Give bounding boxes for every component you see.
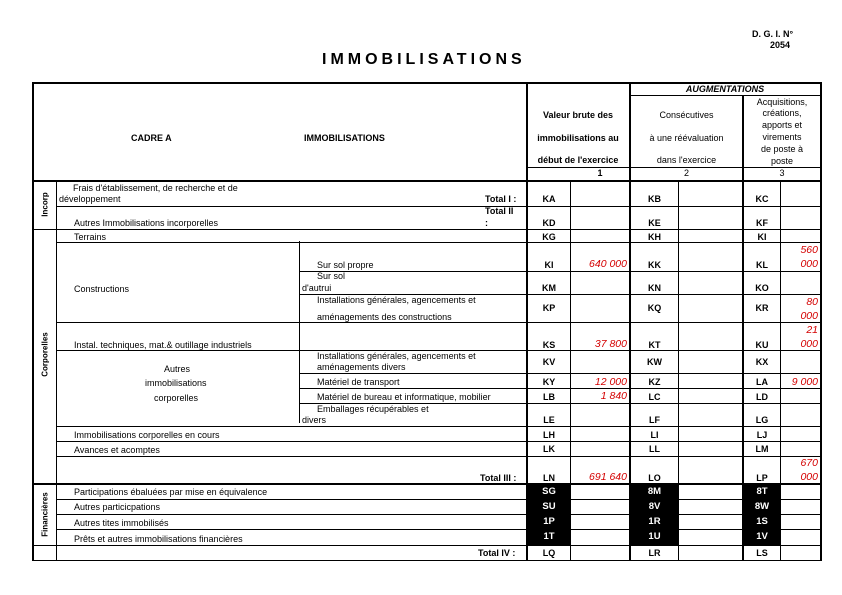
code-cell-filled: 8V [631, 500, 678, 514]
code-cell: KQ [647, 303, 662, 313]
section-financieres: Financières [40, 492, 50, 537]
total-iii-label: Total III : [480, 473, 517, 483]
col-divider [780, 181, 781, 561]
col3-header: de poste à [760, 144, 804, 154]
value-cell: 12 000 [594, 376, 627, 388]
page-title: IMMOBILISATIONS [322, 51, 526, 68]
header-line [630, 95, 821, 96]
row-line [56, 529, 821, 530]
code-cell: KG [542, 232, 556, 242]
code-cell: LG [755, 415, 769, 425]
code-cell: KT [648, 340, 661, 350]
row-label-terrains: Terrains [74, 232, 107, 242]
code-cell: LJ [756, 430, 768, 440]
value-cell: 000 [800, 471, 818, 483]
code-cell: KW [647, 357, 662, 367]
col-divider [570, 181, 571, 561]
row-line [56, 514, 821, 515]
cadre-label: CADRE A [131, 133, 172, 143]
form-number: 2054 [770, 40, 791, 50]
row-label-sol-autrui: d'autrui [302, 283, 332, 293]
row-line [56, 426, 821, 427]
code-cell-filled: 1S [744, 515, 780, 529]
row-label-autres: corporelles [154, 393, 199, 403]
dgi-label: D. G. I. N° [752, 29, 794, 39]
row-label-bureau: Matériel de bureau et informatique, mobilier [317, 392, 491, 402]
col3-header: Acquisitions, [756, 97, 808, 107]
row-line [56, 242, 821, 243]
row-label-prets: Prêts et autres immobilisations financières [74, 534, 243, 544]
code-cell: KR [755, 303, 769, 313]
code-cell: KV [542, 357, 556, 367]
code-cell: KX [755, 357, 769, 367]
code-cell-filled: SG [528, 485, 570, 499]
row-label-emballages: Emballages récupérables et [317, 404, 429, 414]
row-label-transport: Matériel de transport [317, 377, 400, 387]
code-cell: KC [755, 194, 769, 204]
value-cell: 560 [800, 244, 818, 256]
code-cell: LD [756, 392, 768, 402]
row-label-autres-titres: Autres tites immobilisés [74, 518, 169, 528]
row-line [300, 373, 821, 374]
code-cell: LP [756, 473, 768, 483]
code-cell: KF [756, 218, 768, 228]
augmentations-header: AUGMENTATIONS [685, 84, 765, 94]
code-cell: KU [755, 340, 769, 350]
code-cell: LA [756, 377, 768, 387]
col2-header: à une réévaluation [649, 133, 724, 143]
code-cell-filled: 8W [744, 500, 780, 514]
col3-number: 3 [779, 168, 785, 178]
value-cell: 670 [800, 457, 818, 469]
code-cell: KA [542, 194, 556, 204]
row-label-install-gen: Installations générales, agencements et [317, 295, 476, 305]
code-cell: KL [756, 260, 768, 270]
row-line [32, 483, 821, 485]
value-cell: 000 [800, 310, 818, 322]
col2-header: Consécutives [659, 110, 714, 120]
code-cell: KO [755, 283, 769, 293]
code-cell: KB [648, 194, 661, 204]
row-label-avances: Avances et acomptes [74, 445, 160, 455]
section-divider [56, 181, 57, 561]
code-cell: KS [542, 340, 556, 350]
code-cell-filled: 1T [528, 530, 570, 545]
code-cell: KD [542, 218, 556, 228]
total-ii-label: : [485, 218, 488, 228]
row-line [56, 206, 821, 207]
col1-number: 1 [597, 168, 603, 178]
row-label-autres: immobilisations [145, 378, 207, 388]
code-cell: KY [542, 377, 556, 387]
immobilisations-header: IMMOBILISATIONS [304, 133, 385, 143]
row-label-frais: Frais d'établissement, de recherche et de [73, 183, 238, 193]
value-cell: 000 [800, 258, 818, 270]
row-line [32, 560, 821, 561]
row-line [56, 456, 821, 457]
col3-header: apports et [761, 120, 803, 130]
code-cell: KN [648, 283, 661, 293]
code-cell: KI [544, 260, 554, 270]
code-cell-filled: 1R [631, 515, 678, 529]
code-cell: LQ [542, 548, 556, 558]
col2-header: dans l'exercice [656, 155, 717, 165]
value-cell: 691 640 [589, 471, 627, 483]
row-line [32, 545, 821, 546]
row-label-autres-incorp: Autres Immobilisations incorporelles [74, 218, 219, 228]
code-cell: LC [648, 392, 661, 402]
section-corporelles: Corporelles [40, 332, 50, 377]
col1-header: immobilisations au [537, 133, 619, 143]
value-cell: 640 000 [589, 258, 627, 270]
row-label-install-div: aménagements divers [317, 362, 406, 372]
code-cell: KH [648, 232, 661, 242]
row-label-autres: Autres [164, 364, 191, 374]
row-label-en-cours: Immobilisations corporelles en cours [74, 430, 220, 440]
code-cell: KM [542, 283, 556, 293]
row-line [300, 271, 821, 272]
code-cell: LN [543, 473, 555, 483]
row-line [32, 229, 821, 230]
col3-header: virements [762, 132, 802, 142]
total-iv-label: Total IV : [478, 548, 516, 558]
sub-divider [299, 241, 300, 423]
row-label-install-tech: Instal. techniques, mat.& outillage industriels [74, 340, 252, 350]
row-label-autres-part: Autres particicpations [74, 502, 161, 512]
col1-header: Valeur brute des [542, 110, 614, 120]
col2-number: 2 [683, 168, 689, 178]
code-cell: LF [649, 415, 660, 425]
code-cell: KE [648, 218, 661, 228]
code-cell-filled: 1V [744, 530, 780, 545]
code-cell-filled: 8M [631, 485, 678, 499]
row-label-sol-autrui: Sur sol [317, 271, 346, 281]
row-line [56, 441, 821, 442]
row-label-sol-propre: Sur sol propre [317, 260, 374, 270]
code-cell: LB [543, 392, 555, 402]
col3-header: poste [770, 156, 794, 166]
code-cell: LO [648, 473, 661, 483]
total-ii-label: Total II [485, 206, 514, 216]
code-cell: LS [756, 548, 768, 558]
code-cell-filled: 1U [631, 530, 678, 545]
code-cell: LE [543, 415, 555, 425]
code-cell-filled: 8T [744, 485, 780, 499]
row-label-frais: développement [59, 194, 121, 204]
row-label-install-div: Installations générales, agencements et [317, 351, 476, 361]
row-label-constructions: Constructions [74, 284, 130, 294]
col1-header: début de l'exercice [537, 155, 619, 165]
header-line [32, 180, 821, 182]
value-cell: 37 800 [594, 338, 627, 350]
col-divider [678, 181, 679, 561]
table-border-left [32, 82, 34, 561]
row-label-participations: Participations ébaluées par mise en équivalence [74, 487, 268, 497]
col3-header: créations, [762, 108, 802, 118]
section-incorp: Incorp [40, 192, 50, 217]
value-cell: 80 [806, 296, 818, 308]
code-cell: KI [757, 232, 767, 242]
row-line [300, 388, 821, 389]
code-cell: LI [650, 430, 659, 440]
code-cell: LK [543, 444, 555, 454]
code-cell: KK [648, 260, 661, 270]
code-cell-filled: SU [528, 500, 570, 514]
code-cell: KP [542, 303, 556, 313]
row-line [56, 499, 821, 500]
code-cell: LL [649, 444, 660, 454]
row-label-emballages: divers [302, 415, 327, 425]
total-i-label: Total I : [485, 194, 517, 204]
code-cell: LM [755, 444, 769, 454]
code-cell: LR [648, 548, 661, 558]
value-cell: 9 000 [791, 376, 818, 388]
value-cell: 000 [800, 338, 818, 350]
value-cell: 1 840 [600, 390, 627, 402]
value-cell: 21 [806, 324, 818, 336]
code-cell: KZ [648, 377, 661, 387]
code-cell: LH [543, 430, 555, 440]
row-label-install-gen: aménagements des constructions [317, 312, 452, 322]
code-cell-filled: 1P [528, 515, 570, 529]
